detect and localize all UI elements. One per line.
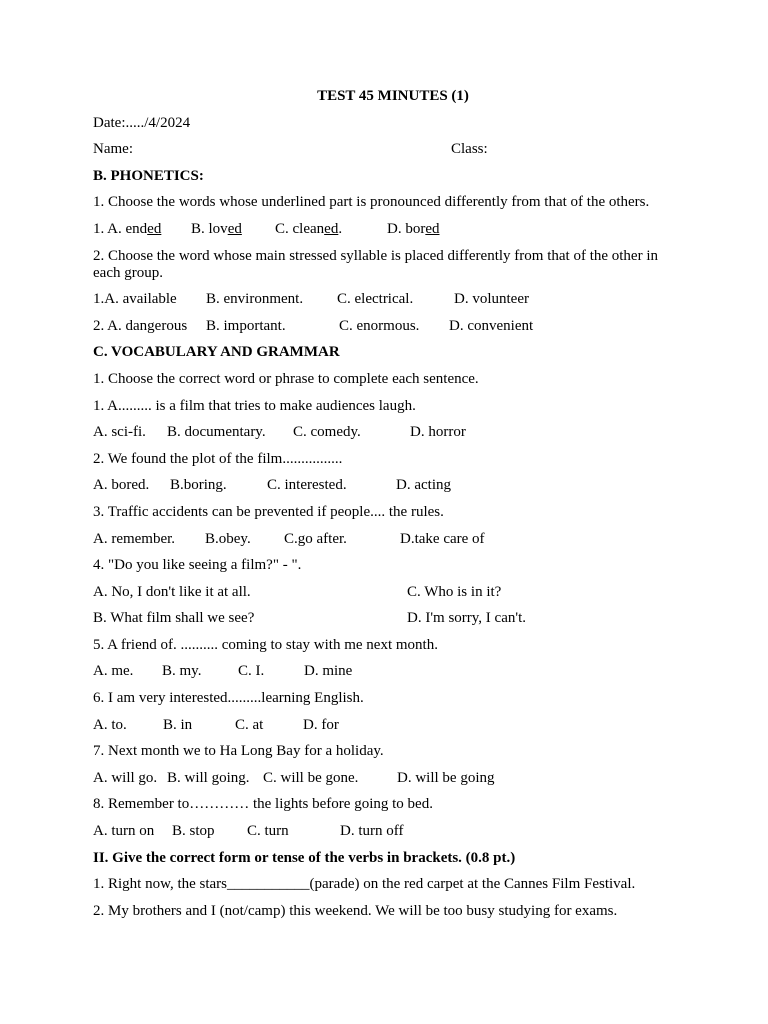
option-d: D. mine	[304, 663, 353, 680]
option-b: B. loved	[191, 220, 242, 237]
test-page	[93, 88, 683, 929]
option-a: 1. A. ended	[93, 220, 162, 237]
option-a: A. No, I don't like it at all.	[93, 583, 251, 600]
phonetics-q2-row2	[93, 318, 683, 335]
question-8-options	[93, 823, 683, 840]
option-c: C. cleaned.	[275, 220, 343, 237]
name-class-line	[93, 141, 683, 158]
section-2-heading: II. Give the correct form or tense of the verbs in brackets. (0.8 pt.)	[93, 849, 516, 866]
phonetics-q1-options	[93, 221, 683, 238]
vocab-heading: C. VOCABULARY AND GRAMMAR	[93, 344, 340, 361]
name-label: Name:	[93, 141, 133, 158]
phonetics-q1-instruction: 1. Choose the words whose underlined part is pronounced differently from that of the others.	[93, 194, 650, 211]
class-label: Class:	[451, 141, 488, 158]
option-c: C. at	[235, 716, 264, 733]
option-b: B. my.	[162, 663, 202, 680]
question-2-options	[93, 477, 683, 494]
option-a: A. sci-fi.	[93, 424, 146, 441]
question-7: 7. Next month we to Ha Long Bay for a holiday.	[93, 743, 384, 760]
option-a: A. remember.	[93, 530, 176, 547]
option-b: B. documentary.	[167, 424, 266, 441]
date-line: Date:...../4/2024	[93, 114, 191, 131]
option-d: D. will be going	[397, 769, 495, 786]
option-b: B. important.	[206, 317, 286, 334]
option-d: D. volunteer	[454, 291, 529, 308]
option-c: C. enormous.	[339, 317, 420, 334]
option-d: D. bored	[387, 220, 440, 237]
phonetics-q2-instruction: 2. Choose the word whose main stressed syllable is placed differently from that of the other in each group.	[93, 247, 659, 281]
option-a: A. bored.	[93, 477, 150, 494]
verb-sentence-2: 2. My brothers and I (not/camp) this weekend. We will be too busy studying for exams.	[93, 902, 618, 919]
option-a: 2. A. dangerous	[93, 317, 188, 334]
question-8: 8. Remember to………… the lights before going to bed.	[93, 796, 433, 813]
question-5-options	[93, 663, 683, 680]
question-6: 6. I am very interested.........learning English.	[93, 690, 364, 707]
option-c: C. comedy.	[293, 424, 361, 441]
option-b: B. will going.	[167, 769, 250, 786]
question-6-options	[93, 717, 683, 734]
option-a: A. me.	[93, 663, 134, 680]
vocab-instruction: 1. Choose the correct word or phrase to complete each sentence.	[93, 370, 479, 387]
option-d: D. acting	[396, 477, 451, 494]
option-a: A. turn on	[93, 823, 155, 840]
option-a: A. to.	[93, 716, 127, 733]
question-3: 3. Traffic accidents can be prevented if people.... the rules.	[93, 503, 444, 520]
option-b: B. environment.	[206, 291, 304, 308]
option-b: B.boring.	[170, 477, 227, 494]
question-4: 4. "Do you like seeing a film?" - ".	[93, 557, 302, 574]
question-3-options	[93, 531, 683, 548]
question-2: 2. We found the plot of the film................	[93, 450, 343, 467]
option-d: D. horror	[410, 424, 466, 441]
option-b: B. stop	[172, 823, 215, 840]
question-4-options-row1	[93, 584, 683, 601]
option-d: D. turn off	[340, 823, 404, 840]
option-d: D. convenient	[449, 317, 534, 334]
option-c: C. electrical.	[337, 291, 414, 308]
option-a: 1.A. available	[93, 291, 177, 308]
verb-sentence-1: 1. Right now, the stars___________(parade) on the red carpet at the Cannes Film Festival.	[93, 876, 636, 893]
phonetics-q2-row1	[93, 291, 683, 308]
option-b: B.obey.	[205, 530, 251, 547]
option-d: D. for	[303, 716, 339, 733]
option-c: C. interested.	[267, 477, 347, 494]
option-c: C. turn	[247, 823, 289, 840]
question-4-options-row2	[93, 610, 683, 627]
option-c: C. will be gone.	[263, 769, 359, 786]
option-c: C.go after.	[284, 530, 347, 547]
option-c: C. Who is in it?	[407, 583, 502, 600]
page-title: TEST 45 MINUTES (1)	[317, 88, 469, 104]
question-1: 1. A......... is a film that tries to make audiences laugh.	[93, 397, 416, 414]
question-1-options	[93, 424, 683, 441]
question-7-options	[93, 770, 683, 787]
option-c: C. I.	[238, 663, 265, 680]
phonetics-heading: B. PHONETICS:	[93, 167, 204, 184]
option-d: D. I'm sorry, I can't.	[407, 610, 526, 627]
option-b: B. in	[163, 716, 193, 733]
option-b: B. What film shall we see?	[93, 610, 255, 627]
question-5: 5. A friend of. .......... coming to stay with me next month.	[93, 636, 438, 653]
option-a: A. will go.	[93, 769, 158, 786]
option-d: D.take care of	[400, 530, 485, 547]
